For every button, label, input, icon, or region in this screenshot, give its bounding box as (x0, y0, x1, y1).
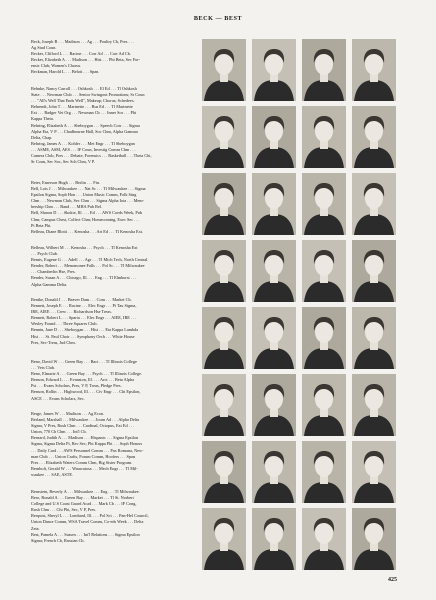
portrait-photo (302, 374, 346, 436)
entry: Bell, Sharon D . . . Skokie, Ill. . . . Ed . . . AWS Coeds Week, Pub Chm; Campus Chest, Collect Chm; Homecoming, Exec Sec . . . Pi Beta Phi. (31, 210, 143, 228)
entry: Becker, Elizabeth A . . . Madison . . . Hist . . . Phi Beta, Sec For- ensic Club; Women's Chorus. (31, 57, 141, 69)
portrait-photo (202, 508, 246, 570)
portrait-row (202, 173, 396, 235)
entry: Bernstein, Beverly A . . . Milwaukee . . . Eng . . . Tl Milwaukee. (31, 489, 140, 494)
entry: Benson, Rollin . . . Highwood, Ill. . . . Civ Engr . . . Chi Epsilon, ASCE . . . Evans Scholars, Sec. (31, 389, 141, 401)
portrait-row (202, 39, 396, 101)
entry: Berge, James W . . . Madison . . . Ag Econ. (31, 411, 105, 416)
entry-group-7 (31, 411, 198, 478)
portrait-photo (252, 508, 296, 570)
entry: Bero, Ronald A . . . Green Bay . . . Market . . . Tl St. Norbert College and U.S Coast Guard Acad . . . Mark Cb . . . IF Cong, Rush Chm . . . Chi Phi, Sec, V P, Pres. (31, 495, 137, 513)
entry: Bennin, Jane D . . . Sheboygan . . . Hist . . . Eta Kappa Lambda Hist . . . St. Paul Choir . . . Symphony Orch . . . White House Pres, Sec-Treas, Jud Chm. (31, 327, 139, 345)
entry: Benike, Donald J . . . Beaver Dam . . . Com . . . Market Cb. (31, 297, 132, 302)
entry: Bernhoft, Gerald W . . . Wauwatosa . . . Mech Engr . . . Tl Mil- waukee . . . SAE, ASTE. (31, 465, 138, 477)
entry: Belleau, Diane Blotti . . . Kenosha . . . Art Ed . . . Tl Kenosha Ext. (31, 228, 144, 234)
portrait-row (202, 307, 396, 369)
entry: Bennett, Robert L . . . Sparta . . . Elec Engr . . . AIEE, IRE . . . Wesley Found . . . Three Squares Club. (31, 315, 137, 327)
entry-group-5 (31, 297, 198, 346)
entry: Bemis, Eugene G . . . Adell . . . Agr . . . Tl Mich Tech, North Central. (31, 257, 149, 263)
entry: Becker, Clifford L . . . Racine . . . Corr Ad . . . Corr Ad Cb. (31, 51, 131, 57)
entry: Beno, David W . . . Green Bay . . . Bact . . . Tl Illinois College . . . Vets Club. (31, 359, 137, 371)
entry: Beno, Elmarie A . . . Green Bay . . . Psych . . . Tl Illinois College. (31, 371, 143, 377)
portrait-photo (302, 240, 346, 302)
portraits-column (202, 39, 396, 574)
entry: Berland, Marshall . . . Milwaukee . . . Journ Ad . . . Alpha Delta Sigma, V Pres, Rush Chm . . . Cardinal, Octopus, Ext Ed . . . Union, 770 Cb Chm . . . Int'l Cb. (31, 417, 140, 435)
entry-group-3 (31, 180, 198, 235)
entry: Bell, Lois J . . . Milwaukee . . . Nat Sc . . . Tl Milwaukee . . . Sigma Epsilon Sigma, Soph Hon . . . Union Music Comm, Folk Sing Chm . . . Newman Club, Sec Chm . . . Sigma Alpha Iota . . . Mem- bership Chm . . . Band . . . MHA Pub Rel. (31, 186, 146, 210)
entry: Behring, Elizabeth A . . . Sheboygan . . . Speech Corr . . . Sigma Alpha Eta, V P . . . Chadbourne Hall, Soc Chm, Alpha Gamma Delta, Chap. (31, 122, 140, 140)
portrait-row (202, 240, 396, 302)
portrait-photo (352, 39, 396, 101)
portrait-row (202, 374, 396, 436)
portrait-photo (302, 307, 346, 369)
entry: Beck, Joseph B . . . Madison . . . Ag . . . Poultry Cb, Pres . . . Ag Stud Coun. (31, 39, 134, 51)
portrait-photo (302, 173, 346, 235)
entry-group-4 (31, 245, 198, 288)
portrait-photo (252, 173, 296, 235)
portrait-photo (252, 441, 296, 503)
portrait-row (202, 106, 396, 168)
entry-group-1 (31, 39, 198, 76)
portrait-photo (302, 441, 346, 503)
portrait-photo (202, 106, 246, 168)
entry: Bennett, Joseph E . . . Racine . . . Elec Engr . . . Pi Tau Sigma, IRE, AIEE . . . Crew . . . Richardson Hse Treas. (31, 303, 137, 315)
portrait-photo (252, 39, 296, 101)
portrait-photo (252, 374, 296, 436)
entry: Bernard, Judith A . . . Madison . . . Hispanic . . . Sigma Epsilon Sigma, Sigma Delta Pi, Rec Sec; Phi Kappa Phi . . . Soph Honors . . . Daily Card . . . AWS Personnel Comm . . . Pax Romana, New- man Club . . . Union Crafts, Forum Comm, Hoofers . . . Span Pres . . . Elizabeth Waters Comm Chm, Big Sister Program. (31, 435, 144, 465)
portrait-photo (202, 307, 246, 369)
portrait-photo (352, 307, 396, 369)
portrait-photo (352, 374, 396, 436)
portrait-photo (202, 374, 246, 436)
portrait-row (202, 441, 396, 503)
portrait-photo (252, 106, 296, 168)
portrait-photo (252, 240, 296, 302)
portrait-row (202, 508, 396, 570)
entry: Behring, James A . . . Kohler . . . Met Engr . . . Tl Sheboygan . . . ASME, ASM, AES . . . IF Coun, Investig Comm Chm . . . Camera Club, Pres . . . Debate, Forensics . . . Basketball . . . Theta Chi, Sr Coun, Sec Soc, Sec Sch Chm, V P. (31, 140, 152, 165)
portrait-photo (352, 441, 396, 503)
portrait-photo (352, 508, 396, 570)
entry-group-2 (31, 86, 198, 165)
portrait-photo (352, 106, 396, 168)
portrait-photo (352, 173, 396, 235)
portrait-photo (302, 508, 346, 570)
entry: Bender, Susan A . . . Chicago, Ill. . . . Eng . . . Tl Elmhurst . . . Alpha Gamma Delta. (31, 275, 137, 287)
portrait-photo (302, 106, 346, 168)
entries-column (31, 39, 198, 574)
entry: Behrendt, John T . . . Marinette . . . Bus Ed . . . Tl Marinette Ext . . . Badger Vet Org . . . Newman Cb . . . Inner Sor . . . Phi Kappa Theta. (31, 104, 137, 122)
portrait-photo (202, 441, 246, 503)
portrait-photo (202, 240, 246, 302)
entry: Belleau, Wilbert M . . . Kenosha . . . Psych . . . Tl Kenosha Ext . . . Psych Club. (31, 245, 138, 257)
page-number: 425 (388, 577, 397, 583)
entry: Behnke, Nancy Carroll . . . Oshkosh . . . El Ed . . . Tl Oshkosh State . . . Newman Club . . . Senior Swingout Promotions; Sr Coun . . . "All's Well That Ends Well", Makeup; Chorus; Schedees. (31, 86, 145, 104)
portrait-photo (252, 307, 296, 369)
entry: Bender, Robert . . . Menomonee Falls . . . Pol Sc . . . Tl Milwaukee . . . Chamberlin Hse, Pres. (31, 263, 145, 275)
portrait-photo (352, 240, 396, 302)
entry-group-6 (31, 359, 198, 402)
entry: Berquist, Sheryl L . . . Lombard, Ill. . . . Pol Sci . . . Pan-Hel Council, Union Dance Comm, WSA Travel Comm, Co-eds Week . . . Delta Zeta. (31, 513, 149, 531)
portrait-photo (302, 39, 346, 101)
entry: Benson, Edward L . . . Evanston, Ill. . . . Arct . . . Beta Alpha Psi . . . Evans Scholars, Pres, V P, Treas, Pledge Pres. (31, 377, 135, 389)
entry: Beckman, Harold L . . . Beloit . . . Span. (31, 69, 100, 75)
entry: Best, Pamela A . . . Sussex . . . Int'l Relations . . . Sigma Epsilon Sigma; French Cb, Russian Cb. (31, 531, 140, 543)
entry: Beier, Emerson Hugh . . . Berlin . . . Fin. (31, 180, 101, 185)
page-header: BECK — BEST (193, 15, 243, 22)
portrait-photo (202, 39, 246, 101)
portrait-photo (202, 173, 246, 235)
entry-group-8 (31, 489, 198, 544)
